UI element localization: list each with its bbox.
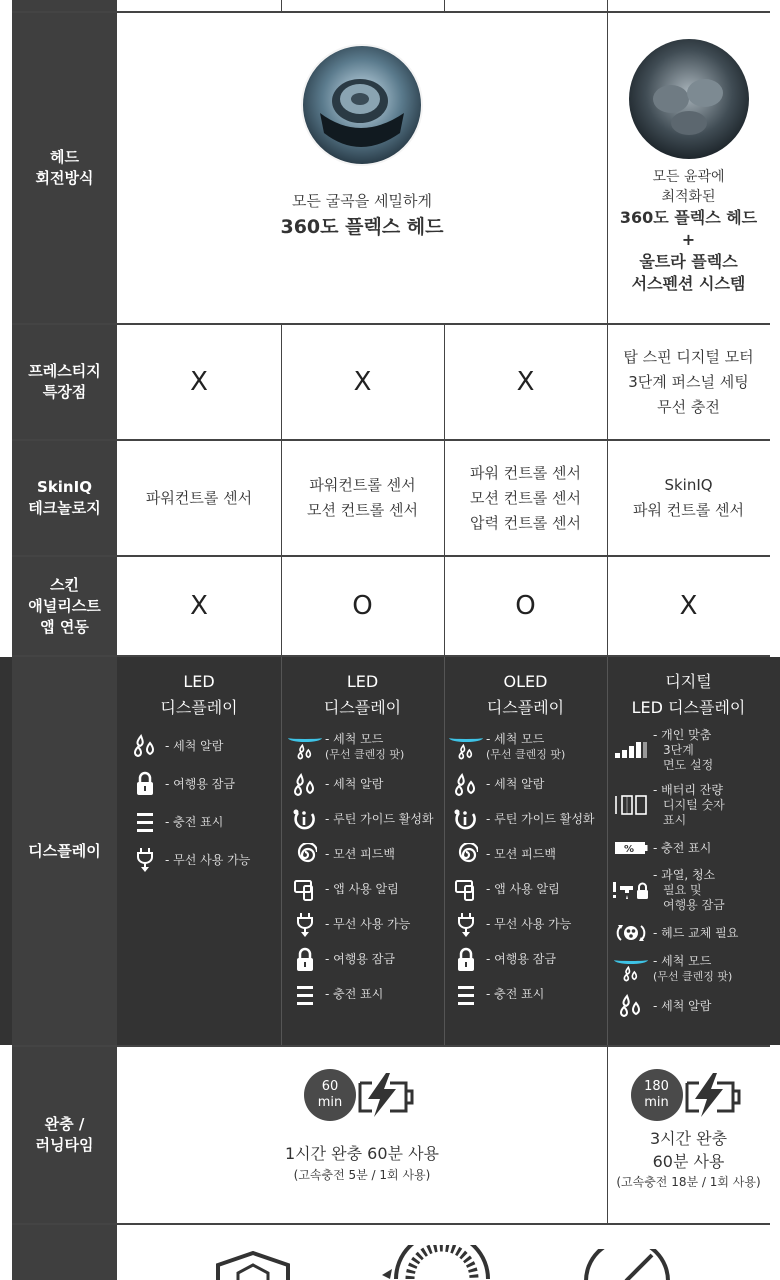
- charge-bars-icon: [446, 984, 486, 1006]
- disp-c2-item-7: - 충전 표시: [285, 977, 444, 1012]
- cleaning-drops-icon: [285, 773, 325, 797]
- display-c1: LED 디스플레이 - 세척 알람 - 여행용 잠금 - 충전 표시 - 무선 사용 가능: [117, 657, 281, 1045]
- disp-c1-item-0: - 세척 알람: [125, 727, 281, 765]
- col4-head-line2: 최적화된: [661, 189, 716, 205]
- disp-c2-item-3: - 모션 피드백: [285, 837, 444, 872]
- skiniq-c1: 파워컨트롤 센서: [145, 488, 253, 507]
- shaver-head-image: [300, 43, 424, 167]
- cleaning-drops-icon: [446, 773, 486, 797]
- disp-c4-item-2: % - 충전 표시: [609, 833, 770, 863]
- prestige-c3: X: [516, 366, 535, 397]
- head-caption-line1: 모든 굴곡을 세밀하게: [292, 192, 432, 210]
- disp-c1-item-1: - 여행용 잠금: [125, 765, 281, 803]
- battery-bolt-icon: [677, 1071, 747, 1119]
- prestige-label: 프레스티지 특장점: [12, 325, 117, 439]
- lock-icon: [285, 947, 325, 973]
- head-rotation-main-cell: [117, 13, 607, 323]
- disp-c4-item-0: - 개인 맞춤 3단계 면도 설정: [609, 723, 770, 777]
- charge-bars-icon: [125, 811, 165, 833]
- skiniq-c3: 파워 컨트롤 센서 모션 컨트롤 센서 압력 컨트롤 센서: [470, 463, 581, 532]
- charge-col4-sub: (고속충전 18분 / 1회 사용): [616, 1175, 761, 1189]
- display-row: [0, 657, 780, 1045]
- disp-c4-item-3: - 과열, 청소 필요 및 여행용 잠금: [609, 863, 770, 917]
- charging-graphic-left: [304, 1069, 420, 1121]
- app-notify-icon: [446, 878, 486, 902]
- blade-wheel-icon: [382, 1245, 502, 1280]
- display-c3: OLED 디스플레이 - 세척 모드 (무선 클렌징 팟) - 세척 알람 - 루틴 가이드 활성화 - 모션 피드백 - 앱 사용 알림 - 무선 사용 가능 - 여행용 잠금 - 충전 표시: [444, 657, 607, 1045]
- skiniq-row: [0, 441, 780, 555]
- charge-col4-line1: 3시간 완충: [649, 1129, 728, 1148]
- disp-c3-item-0: - 세척 모드 (무선 클렌징 팟): [446, 727, 607, 767]
- display-c2: LED 디스플레이 - 세척 모드 (무선 클렌징 팟) - 세척 알람 - 루틴 가이드 활성화 - 모션 피드백 - 앱 사용 알림 - 무선 사용 가능 - 여행용 잠금 - 충전 표시: [281, 657, 444, 1045]
- app-c2: O: [352, 590, 373, 621]
- disp-c1-item-2: - 충전 표시: [125, 803, 281, 841]
- routine-guide-icon: [285, 808, 325, 832]
- plug-icon: [285, 912, 325, 938]
- plug-icon: [446, 912, 486, 938]
- motion-feedback-icon: [285, 843, 325, 867]
- lock-icon: [125, 771, 165, 797]
- app-row: [0, 557, 780, 655]
- cleaning-mode-icon: [446, 734, 486, 760]
- prestige-c2: X: [353, 366, 372, 397]
- head-rotation-col4-cell: [607, 13, 770, 323]
- digital-number-icon: [609, 794, 653, 816]
- charging-row: [0, 1047, 780, 1223]
- charge-bars-icon: [285, 984, 325, 1006]
- display-label: 디스플레이: [12, 657, 117, 1045]
- head-replace-icon: [609, 922, 653, 944]
- charging-graphic-right: [631, 1069, 747, 1121]
- warning-tap-lock-icon: [609, 879, 653, 901]
- skiniq-c2: 파워컨트롤 센서 모션 컨트롤 센서: [307, 476, 418, 519]
- battery-bolt-icon: [350, 1071, 420, 1119]
- shield-icon: [216, 1251, 290, 1280]
- app-notify-icon: [285, 878, 325, 902]
- motion-feedback-icon: [446, 843, 486, 867]
- head-rotation-label: 헤드 회전방식: [12, 13, 117, 323]
- disp-c3-item-2: - 루틴 가이드 활성화: [446, 802, 607, 837]
- app-label: 스킨 애널리스트 앱 연동: [12, 557, 117, 655]
- disp-c2-item-1: - 세척 알람: [285, 767, 444, 802]
- charging-label: 완충 / 러닝타임: [12, 1047, 117, 1223]
- col4-head-line1: 모든 윤곽에: [652, 169, 725, 185]
- disp-c2-item-5: - 무선 사용 가능: [285, 907, 444, 942]
- col4-head-bold4: 서스펜션 시스템: [631, 274, 746, 293]
- head-rotation-row: [0, 13, 780, 323]
- cleaning-drops-icon: [609, 994, 653, 1018]
- col4-head-bold2: +: [681, 230, 696, 249]
- svg-text:%: %: [623, 844, 635, 855]
- disp-c3-item-7: - 충전 표시: [446, 977, 607, 1012]
- charge-col4-line2: 60분 사용: [652, 1152, 725, 1171]
- disp-c3-item-4: - 앱 사용 알림: [446, 872, 607, 907]
- col4-head-bold1: 360도 플렉스 헤드: [619, 208, 758, 227]
- ultra-flex-head-image: [627, 37, 751, 161]
- skiniq-label: SkinIQ 테크놀로지: [12, 441, 117, 555]
- prestige-c1: X: [190, 366, 208, 397]
- skiniq-c4: SkinIQ 파워 컨트롤 센서: [633, 476, 744, 519]
- charging-main-cell: [117, 1047, 607, 1223]
- no-sign-icon: [582, 1249, 672, 1280]
- head-caption-line2: 360도 플렉스 헤드: [280, 216, 444, 238]
- prestige-c4: 탑 스핀 디지털 모터 3단계 퍼스널 세팅 무선 충전: [623, 347, 754, 416]
- bottom-partial-row: [0, 1225, 780, 1280]
- charge-time-badge-180: 180 min: [631, 1069, 683, 1121]
- charge-main-text: 1시간 완충 60분 사용: [285, 1144, 439, 1163]
- display-c4: 디지털 LED 디스플레이 - 개인 맞춤 3단계 면도 설정 - 배터리 잔량 디지털 숫자 표시 % - 충전 표시 - 과열, 청소 필요 및 여행용 잠금 - 헤드 교체 필요 - 세척 모드 (무선 클렌징 팟) - 세척 알람: [607, 657, 770, 1045]
- app-c1: X: [190, 590, 208, 621]
- cleaning-mode-icon: [285, 734, 325, 760]
- app-c4: X: [679, 590, 698, 621]
- disp-c3-item-5: - 무선 사용 가능: [446, 907, 607, 942]
- disp-c4-item-5: - 세척 모드 (무선 클렌징 팟): [609, 949, 770, 989]
- cleaning-drops-icon: [125, 734, 165, 758]
- disp-c1-item-3: - 무선 사용 가능: [125, 841, 281, 879]
- cleaning-mode-icon: [609, 956, 653, 982]
- disp-c4-item-4: - 헤드 교체 필요: [609, 917, 770, 949]
- disp-c3-item-6: - 여행용 잠금: [446, 942, 607, 977]
- battery-percent-icon: [609, 841, 653, 855]
- lock-icon: [446, 947, 486, 973]
- disp-c4-item-6: - 세척 알람: [609, 989, 770, 1023]
- charge-sub-text: (고속충전 5분 / 1회 사용): [293, 1168, 431, 1182]
- prestige-row: [0, 325, 780, 439]
- charge-time-badge: 60 min: [304, 1069, 356, 1121]
- disp-c2-item-2: - 루틴 가이드 활성화: [285, 802, 444, 837]
- disp-c2-item-4: - 앱 사용 알림: [285, 872, 444, 907]
- disp-c4-item-1: - 배터리 잔량 디지털 숫자 표시: [609, 777, 770, 833]
- disp-c3-item-3: - 모션 피드백: [446, 837, 607, 872]
- routine-guide-icon: [446, 808, 486, 832]
- disp-c3-item-1: - 세척 알람: [446, 767, 607, 802]
- disp-c2-item-6: - 여행용 잠금: [285, 942, 444, 977]
- bottom-partial-label: [12, 1225, 117, 1280]
- app-c3: O: [515, 590, 536, 621]
- signal-bars-icon: [609, 741, 653, 759]
- col4-head-bold3: 울트라 플렉스: [639, 252, 738, 271]
- charging-col4-cell: [607, 1047, 770, 1223]
- plug-icon: [125, 847, 165, 873]
- disp-c2-item-0: - 세척 모드 (무선 클렌징 팟): [285, 727, 444, 767]
